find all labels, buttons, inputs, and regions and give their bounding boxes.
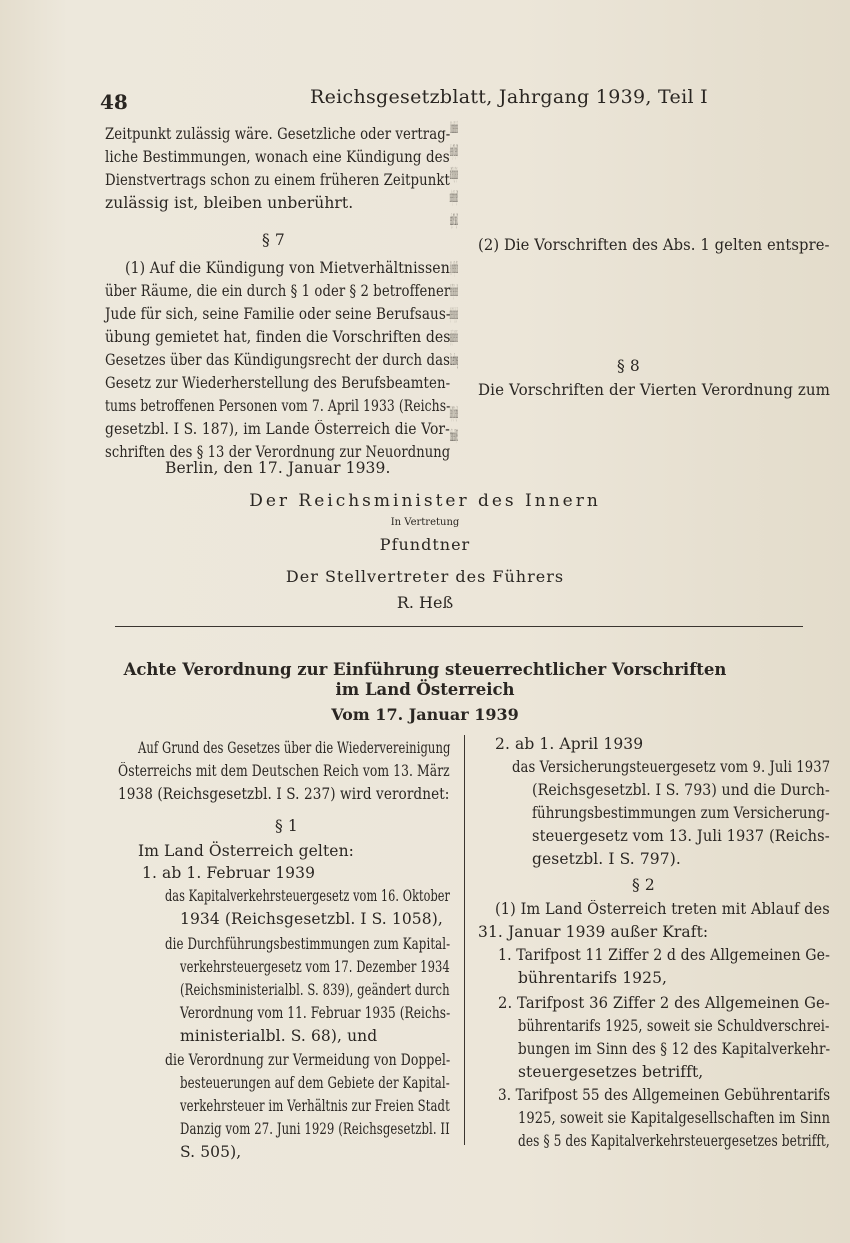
- running-title: Reichsgesetzblatt, Jahrgang 1939, Teil I: [310, 86, 708, 108]
- text-line: S. 505),: [180, 1143, 242, 1161]
- ordinance-date: Vom 17. Januar 1939: [331, 705, 519, 724]
- place-date: Berlin, den 17. Januar 1939.: [165, 459, 391, 477]
- list-item: 1. ab 1. Februar 1939: [142, 864, 316, 882]
- text-line: 1938 (Reichsgesetzbl. I S. 237) wird verordnet:: [118, 785, 450, 803]
- list-item: 1. Tarifpost 11 Ziffer 2 d des Allgemeinen Ge-: [498, 946, 830, 964]
- text-line: das Kapitalverkehrsteuergesetz vom 16. Oktober: [165, 887, 451, 905]
- section-heading: § 7: [262, 231, 285, 249]
- text-line: bührentarifs 1925,: [518, 969, 668, 987]
- list-item: 2. ab 1. April 1939: [495, 735, 644, 753]
- column-divider: [464, 735, 465, 1145]
- minister-title: Der Reichsminister des Innern: [249, 491, 601, 511]
- text-line: Zeitpunkt zulässig wäre. Gesetzliche oder vertrag-: [105, 125, 451, 143]
- text-line: oder des Verbots der Berufsausübung stellungslos: [449, 328, 458, 346]
- text-line: zulässig ist, bleiben unberührt.: [105, 194, 354, 212]
- text-line: bungen im Sinn des § 12 des Kapitalverkehr-: [518, 1040, 831, 1058]
- text-line: des § 5 des Kapitalverkehrsteuergesetzes betrifft,: [518, 1132, 830, 1150]
- list-item: 3. Tarifpost 55 des Allgemeinen Gebührentarifs: [498, 1086, 831, 1104]
- text-line: (Reichsministerialbl. S. 839), geändert durch: [180, 981, 450, 999]
- text-line: über Räume, die ein durch § 1 oder § 2 betroffener: [105, 282, 451, 300]
- text-line: besteuerungen auf dem Gebiete der Kapital-: [180, 1074, 450, 1092]
- text-line: Die Vorschriften der Vierten Verordnung zum: [478, 381, 831, 399]
- text-line: (1) Im Land Österreich treten mit Ablauf des: [495, 900, 830, 918]
- text-line: Auf Grund des Gesetzes über die Wiedervereinigung: [138, 739, 451, 757]
- text-line: ministerialbl. S. 68), und: [180, 1027, 378, 1045]
- minister-name: Pfundtner: [379, 535, 471, 554]
- text-line: Jude für sich, seine Familie oder seine Berufsaus-: [105, 305, 451, 323]
- page-number: 48: [100, 90, 128, 114]
- ordinance-title-line1: Achte Verordnung zur Einführung steuerrechtlicher Vorschriften: [123, 660, 727, 679]
- text-line: wendung. Die Kündigung muß für den 28. Februar: [449, 165, 458, 183]
- text-line: 1934 (Reichsgesetzbl. I S. 1058),: [180, 910, 443, 928]
- text-line: bührentarifs 1925, soweit sie Schuldverschrei-: [518, 1017, 830, 1035]
- text-line: Reichsbürgergesetz vom 25. Juli 1938 (Reichsgesetzbl. I: [449, 404, 458, 422]
- deputy-name: R. Heß: [396, 593, 454, 612]
- text-line: Gesetz zur Wiederherstellung des Berufsbeamten-: [105, 374, 451, 392]
- text-line: liche Bestimmungen, wonach eine Kündigung des: [105, 148, 450, 166]
- section-heading: § 8: [617, 357, 640, 375]
- text-line: tums betroffenen Personen vom 7. April 1933 (Reichs-: [105, 397, 451, 415]
- text-line: geworden sind.: [449, 351, 458, 369]
- text-line: 31. Januar 1939 zugehen.: [450, 211, 458, 229]
- section-heading: § 1: [275, 817, 298, 835]
- text-line: stallung oder der Approbation des Dienstberechtigten: [449, 305, 458, 323]
- text-line: Danzig vom 27. Juni 1929 (Reichsgesetzbl. II: [180, 1120, 450, 1138]
- text-line: des österreichischen Berufsbeamtentums vom 31. Mai: [450, 119, 458, 137]
- text-line: Gesetzes über das Kündigungsrecht der durch das: [105, 351, 450, 369]
- text-line: 1925, soweit sie Kapitalgesellschaften im Sinn: [518, 1109, 831, 1127]
- in-vertretung: In Vertretung: [390, 517, 460, 528]
- ordinance-title-line2: im Land Österreich: [335, 680, 515, 699]
- text-line: 1939 erfolgen und dem Vermieter spätestens am: [449, 188, 458, 206]
- text-line: 31. Januar 1939 außer Kraft:: [478, 923, 709, 941]
- text-line: Betroffenen, wenn sie infolge des Erlöschens der Be-: [449, 282, 458, 300]
- text-line: S. 969) bleiben unberührt.: [449, 427, 458, 445]
- text-line: Dienstvertrags schon zu einem früheren Zeitpunkt: [105, 171, 450, 189]
- text-line: (2) Die Vorschriften des Abs. 1 gelten entspre-: [478, 236, 830, 254]
- section-divider: [115, 626, 803, 627]
- text-line: schriften des § 13 der Verordnung zur Neuordnung: [105, 443, 451, 461]
- text-line: die Durchführungsbestimmungen zum Kapital-: [165, 935, 451, 953]
- text-line: chend für Dienstverpflichtete der von § 1 oder § 2: [450, 259, 458, 277]
- text-line: 1938 (Reichsgesetzbl. I S. 607) entsprechende An-: [449, 142, 458, 160]
- section-heading: § 2: [632, 876, 655, 894]
- text-line: verkehrsteuer im Verhältnis zur Freien Stadt: [180, 1097, 450, 1115]
- text-line: gesetzbl. I S. 187), im Lande Österreich die Vor-: [105, 420, 450, 438]
- text-line: Österreichs mit dem Deutschen Reich vom 13. März: [118, 762, 450, 780]
- text-line: Verordnung vom 11. Februar 1935 (Reichs-: [180, 1004, 451, 1022]
- text-line: führungsbestimmungen zum Versicherung-: [532, 804, 830, 822]
- text-line: verkehrsteuergesetz vom 17. Dezember 1934: [180, 958, 450, 976]
- text-line: das Versicherungsteuergesetz vom 9. Juli 1937: [512, 758, 831, 776]
- list-item: 2. Tarifpost 36 Ziffer 2 des Allgemeinen Ge-: [498, 994, 830, 1012]
- text-line: steuergesetzes betrifft,: [518, 1063, 704, 1081]
- text-line: gesetzbl. I S. 797).: [532, 850, 681, 868]
- deputy-title: Der Stellvertreter des Führers: [285, 567, 565, 586]
- text-line: übung gemietet hat, finden die Vorschriften des: [105, 328, 451, 346]
- text-line: die Verordnung zur Vermeidung von Doppel-: [165, 1051, 451, 1069]
- text-line: steuergesetz vom 13. Juli 1937 (Reichs-: [532, 827, 830, 845]
- text-line: (1) Auf die Kündigung von Mietverhältnissen: [125, 259, 450, 277]
- text-line: Im Land Österreich gelten:: [138, 842, 354, 860]
- text-line: (Reichsgesetzbl. I S. 793) und die Durch-: [532, 781, 830, 799]
